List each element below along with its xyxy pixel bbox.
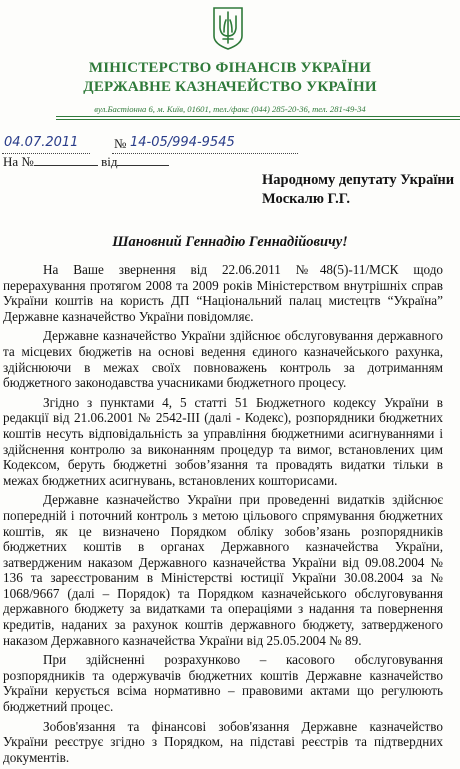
ukraine-trident-emblem-icon (212, 6, 244, 50)
addressee-block (262, 171, 454, 209)
body-paragraph: При здійсненні розрахунково – касового обслуговування розпорядників та одержувачів бюджетних коштів Державне казначейство України керується всіма нормативно – правовими актами що регулюють бюджетний процес. (3, 652, 443, 715)
body-paragraph: Зобов'язання та фінансові зобов'язання Державне казначейство України реєструє згідно з Порядком, на підставі реєстрів та підтвердних документів. (3, 718, 443, 765)
letterhead-address: вул.Бастіонна 6, м. Київ, 01601, тел./факс (044) 285-20-36, тел. 281-49-34 (94, 104, 366, 114)
reference-date-blank (117, 154, 169, 166)
reference-line (3, 154, 169, 170)
reference-date-label: від (101, 154, 118, 169)
ministry-title: МІНІСТЕРСТВО ФІНАНСІВ УКРАЇНИ (88, 60, 372, 76)
letterhead-divider (56, 116, 460, 117)
reference-number-blank (34, 154, 98, 166)
number-sign: № (114, 136, 127, 151)
body-paragraph: Державне казначейство України здійснює обслуговування державного та місцевих бюджетів на основі ведення єдиного казначейського рахунка, здійснюючи в межах своїх повноважень контроль за дотриманням бюджетного законодавства учасниками бюджетного процесу. (3, 328, 443, 391)
body-paragraph: На Ваше звернення від 22.06.2011 №48(5)-11/МСК щодо перерахування протягом 2008 та 2009 років Міністерством внутрішніх справ України коштів на користь ДП “Національний палац мистецтв “Україна” Державне казначейство України повідомляє. (3, 262, 443, 324)
reference-number-label: На № (3, 154, 34, 169)
salutation: Шановний Геннадію Геннадійовичу! (112, 234, 348, 250)
treasury-title: ДЕРЖАВНЕ КАЗНАЧЕЙСТВО УКРАЇНИ (83, 79, 377, 95)
handwritten-number: 14-05/994-9545 (130, 135, 235, 150)
addressee-name: Москалю Г.Г. (262, 191, 350, 207)
handwritten-date: 04.07.2011 (4, 135, 79, 150)
letter-body (3, 262, 443, 769)
addressee-title: Народному депутату України (262, 172, 455, 188)
letterhead-divider (56, 119, 460, 120)
body-paragraph: Згідно з пунктами 4, 5 статті 51 Бюджетного кодексу України в редакції від 21.06.2001 № 2542-ІІІ (далі - Кодекс), розпорядники бюджетних коштів несуть відповідальність за управління бюджетними асигнуваннями і здійснення контролю за виконанням процедур та вимог, встановлених цим Кодексом, беруть бюджетні зобов’язання та провадять видатки тільки в межах бюджетних асигнувань, встановлених кошторисами. (3, 394, 443, 488)
body-paragraph: Державне казначейство України при проведенні видатків здійснює попередній і поточний контроль з метою цільового спрямування бюджетних коштів, як це визначено Порядком обліку зобов’язань розпорядників бюджетних коштів в органах Державного казначейства України, затвердженим наказом Державного казначейства України від 09.08.2004 № 136 та зареєстрованим в Міністерстві юстиції України 30.08.2004 за № 1068/9667 (далі – Порядок) та Порядком казначейського обслуговування державного бюджету за видатками та операціями з надання та повернення кредитів, наданих за рахунок коштів державного бюджету, затвердженого наказом Державного казначейства України від 25.05.2004 № 89. (3, 492, 443, 648)
